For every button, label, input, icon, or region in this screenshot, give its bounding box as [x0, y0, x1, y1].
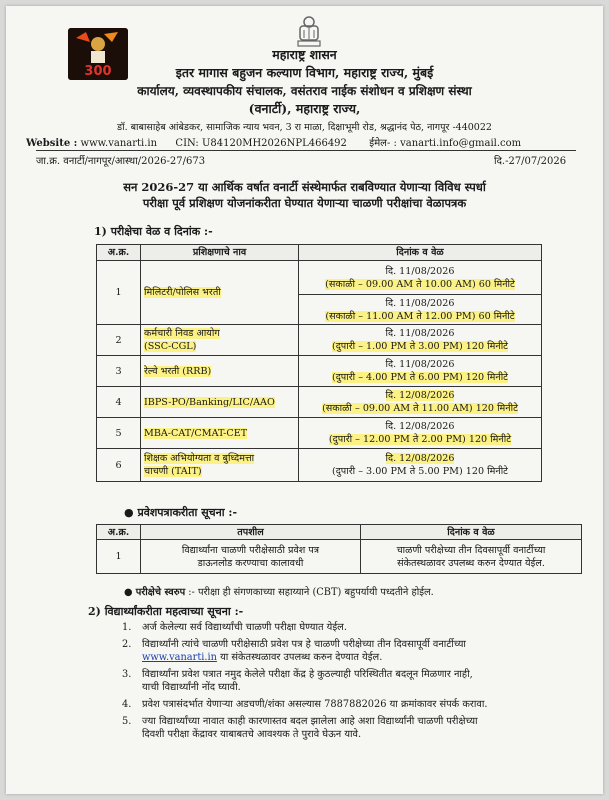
row-datetime: दि. 12/08/2026 (दुपारी – 12.00 PM ते 2.00 PM) 120 मिनीटे [299, 418, 542, 449]
notice-title-1: सन 2026-27 या आर्थिक वर्षात वनार्टी संस्थेमार्फत राबविण्यात येणाऱ्या विविध स्पर्धा [123, 180, 486, 194]
section1-heading: 1) परीक्षेचा वेळ व दिनांक :- [94, 225, 213, 238]
table-row [97, 540, 582, 574]
table-row [97, 387, 542, 418]
row-detail: विद्यार्थ्यांना चाळणी परीक्षेसाठी प्रवेश पत्र डाऊनलोड करण्याचा कालावधी [141, 540, 361, 574]
instructions-list [122, 621, 592, 745]
list-item: 5. ज्या विद्यार्थ्यांच्या नावात काही कारणास्तव बदल झालेला आहे अशा विद्यार्थ्यांनी चाळणी परीक्षेच्या दिवशी परीक्षा केंद्रावर याबाबतचे आवश्यक ते पुरावे घेऊन यावे. [122, 716, 478, 740]
exam-format-label: परीक्षेचे स्वरुप [135, 587, 186, 598]
row-serial: 4 [97, 387, 141, 418]
table-row [97, 325, 542, 356]
exam-format-text: :- परीक्षा ही संगणकाच्या सहाय्याने (CBT) बहुपर्यायी पध्दतीने होईल. [185, 587, 434, 598]
admit-card-table [96, 524, 582, 574]
row-training-name: शिक्षक अभियोग्यता व बुध्दिमत्ता चाचणी (TAIT) [141, 449, 299, 482]
list-item: 3. विद्यार्थ्यांना प्रवेश पत्रात नमुद केलेले परीक्षा केंद्र हे कुठल्याही परिस्थितीत बदलून मिळणार नाही, याची विद्यार्थ्यांनी नोंद घ्यावी. [122, 669, 473, 693]
row-training-name: कर्मचारी निवड आयोग (SSC-CGL) [141, 325, 299, 356]
col-header-detail: तपशील [141, 525, 361, 540]
office-name: कार्यालय, व्यवस्थापकीय संचालक, वसंतराव नाईक संशोधन व प्रशिक्षण संस्था [137, 84, 472, 98]
header-divider [36, 150, 576, 151]
row-serial: 5 [97, 418, 141, 449]
website-label: Website : [26, 138, 78, 149]
document-page [6, 6, 603, 794]
table-header-row [97, 245, 542, 261]
reference-number: जा.क्र. वनार्टी/नागपूर/आस्था/2026-27/673 [36, 156, 206, 167]
row-training-name: IBPS-PO/Banking/LIC/AAO [141, 387, 299, 418]
col-header-datetime: दिनांक व वेळ [361, 525, 582, 540]
list-item: 2. विद्यार्थ्यांनी त्यांचे चाळणी परीक्षेसाठी प्रवेश पत्र हे चाळणी परीक्षेच्या तीन दिवसापूर्वी वनार्टीच्या www.vanarti.in या संकेतस्थळावर उपलब्ध करुन देण्यात येईल. [122, 639, 466, 663]
row-serial: 1 [97, 540, 141, 574]
row-datetime: दि. 11/08/2026 (दुपारी – 4.00 PM ते 6.00 PM) 120 मिनीटे [299, 356, 542, 387]
email-address[interactable]: vanarti.info@gmail.com [400, 138, 522, 149]
department-name: इतर मागास बहुजन कल्याण विभाग, महाराष्ट्र राज्य, मुंबई [175, 65, 434, 80]
row-datetime: दि. 12/08/2026 (सकाळी – 09.00 AM ते 11.00 AM) 120 मिनीटे [299, 387, 542, 418]
notice-title-2: परीक्षा पूर्व प्रशिक्षण योजनांकरीता घेण्यात येणाऱ्या चाळणी परीक्षांचा वेळापत्रक [142, 196, 467, 210]
table-row [97, 261, 542, 295]
row-datetime: दि. 11/08/2026 (सकाळी – 11.00 AM ते 12.00 PM) 60 मिनीटे [299, 295, 542, 325]
list-item: 4. प्रवेश पत्रासंदर्भात येणाऱ्या अडचणी/शंका असल्यास 7887882026 या क्रमांकावर संपर्क करावा. [122, 699, 488, 710]
row-training-name: मिलिटरी/पोलिस भरती [141, 261, 299, 325]
exam-schedule-table [96, 244, 542, 482]
section2-heading: 2) विद्यार्थ्यांकरीता महत्वाच्या सूचना :- [88, 605, 244, 618]
table-row [97, 449, 542, 482]
row-datetime: दि. 11/08/2026 (दुपारी – 1.00 PM ते 3.00 PM) 120 मिनीटे [299, 325, 542, 356]
gov-name: महाराष्ट्र शासन [272, 47, 337, 62]
website-link[interactable]: www.vanarti.in [80, 138, 158, 149]
website-link[interactable]: www.vanarti.in [142, 652, 217, 663]
contact-line [26, 135, 521, 149]
logo-number: 300 [84, 64, 112, 79]
col-header-serial: अ.क्र. [97, 525, 141, 540]
row-datetime: दि. 12/08/2026 (दुपारी – 3.00 PM ते 5.00 PM) 120 मिनीटे [299, 449, 542, 482]
exam-format [124, 586, 434, 599]
table-header-row [97, 525, 582, 540]
col-header-serial: अ.क्र. [97, 245, 141, 261]
cin-number: CIN: U84120MH2026NPL466492 [175, 138, 347, 149]
row-datetime: चाळणी परीक्षेच्या तीन दिवसापूर्वी वनार्टीच्या संकेतस्थळावर उपलब्ध करुन देण्यात येईल. [361, 540, 582, 574]
col-header-datetime: दिनांक व वेळ [299, 245, 542, 261]
table-row [97, 356, 542, 387]
table-row [97, 418, 542, 449]
admit-heading: ● प्रवेशपत्राकरीता सूचना :- [124, 506, 238, 519]
col-header-training: प्रशिक्षणाचे नाव [141, 245, 299, 261]
row-training-name: MBA-CAT/CMAT-CET [141, 418, 299, 449]
row-datetime: दि. 11/08/2026 (सकाळी – 09.00 AM ते 10.00 AM) 60 मिनीटे [299, 261, 542, 295]
email-label: ईमेल- : [369, 138, 397, 149]
office-name-cont: (वनार्टी), महाराष्ट्र राज्य, [248, 101, 361, 116]
address: डॉ. बाबासाहेब आंबेडकर, सामाजिक न्याय भवन, 3 रा माळा, दिक्षाभूमी रोड, श्रद्धानंद पेठ, नागपूर -440022 [117, 122, 492, 133]
row-serial: 6 [97, 449, 141, 482]
row-serial: 2 [97, 325, 141, 356]
row-serial: 3 [97, 356, 141, 387]
row-serial: 1 [97, 261, 141, 325]
row-training-name: रेल्वे भरती (RRB) [141, 356, 299, 387]
bullet-icon: ● [124, 587, 133, 598]
letter-date: दि.-27/07/2026 [494, 156, 567, 167]
bullet-icon: ● [124, 506, 134, 519]
list-item: 1. अर्ज केलेल्या सर्व विद्यार्थ्यांची चाळणी परीक्षा घेण्यात येईल. [122, 622, 347, 633]
